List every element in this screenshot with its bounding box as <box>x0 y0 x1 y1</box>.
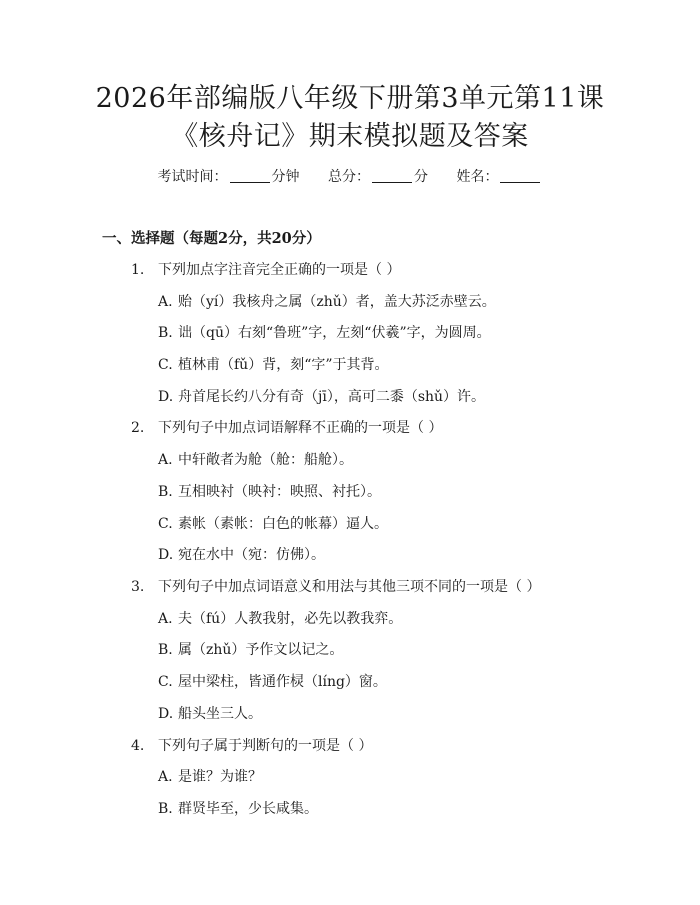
section-heading-choice: 一、选择题（每题2分，共20分） <box>102 230 321 247</box>
option-text: 屋中梁柱，皆通作棂（líng）窗。 <box>178 674 387 690</box>
exam-time-field <box>158 166 300 188</box>
option-3-a <box>158 608 402 630</box>
question-number: 1. <box>131 262 145 278</box>
option-text: 中轩敞者为舱（舱：船舱）。 <box>178 452 353 468</box>
option-1-c <box>158 354 389 376</box>
option-letter: D. <box>158 389 174 405</box>
option-text: 诎（qū）右刻“鲁班”字，左刻“伏羲”字，为圆周。 <box>178 325 491 341</box>
option-4-b <box>158 798 318 820</box>
title-line-1: 2026年部编版八年级下册第3单元第11课 <box>95 83 605 114</box>
student-name-label: 姓名： <box>456 169 499 185</box>
option-1-d <box>158 386 485 408</box>
exam-time-unit: 分钟 <box>271 169 300 185</box>
option-letter: A. <box>158 769 173 785</box>
option-text: 夫（fú）人教我射，必先以教我弈。 <box>178 611 403 627</box>
option-text: 贻（yí）我核舟之属（zhǔ）者，盖大苏泛赤壁云。 <box>178 294 496 310</box>
student-name-field <box>456 166 542 188</box>
option-letter: B. <box>158 801 173 817</box>
option-2-a <box>158 449 353 471</box>
option-letter: B. <box>158 325 173 341</box>
total-score-unit: 分 <box>414 169 428 185</box>
total-score-label: 总分： <box>328 169 370 185</box>
exam-time-blank <box>230 168 270 183</box>
option-letter: C. <box>158 674 173 690</box>
total-score-field <box>328 166 428 188</box>
question-2 <box>131 417 442 439</box>
option-text: 素帐（素帐：白色的帐幕）逼人。 <box>178 516 388 532</box>
option-letter: D. <box>158 547 174 563</box>
question-text: 下列句子中加点词语意义和用法与其他三项不同的一项是（ ） <box>158 579 541 595</box>
question-4 <box>131 735 372 757</box>
question-text: 下列句子属于判断句的一项是（ ） <box>158 738 373 754</box>
option-4-a <box>158 766 262 788</box>
option-text: 船头坐三人。 <box>178 706 262 722</box>
question-1 <box>131 259 400 281</box>
question-number: 3. <box>131 579 145 595</box>
question-3 <box>131 576 540 598</box>
exam-info-row <box>0 166 700 188</box>
option-2-c <box>158 513 388 535</box>
option-letter: A. <box>158 294 173 310</box>
question-text: 下列加点字注音完全正确的一项是（ ） <box>158 262 401 278</box>
option-letter: D. <box>158 706 174 722</box>
option-3-b <box>158 639 343 661</box>
option-text: 植林甫（fǔ）背，刻“字”于其背。 <box>178 357 389 373</box>
total-score-blank <box>372 168 412 183</box>
question-text: 下列句子中加点词语解释不正确的一项是（ ） <box>158 420 443 436</box>
option-letter: C. <box>158 357 173 373</box>
option-letter: B. <box>158 642 173 658</box>
option-letter: A. <box>158 452 173 468</box>
option-letter: A. <box>158 611 173 627</box>
option-1-a <box>158 291 496 313</box>
option-2-d <box>158 544 325 566</box>
option-text: 群贤毕至，少长咸集。 <box>178 801 318 817</box>
option-2-b <box>158 481 381 503</box>
exam-time-label: 考试时间： <box>157 169 228 185</box>
option-text: 舟首尾长约八分有奇（jī），高可二黍（shǔ）许。 <box>178 389 486 405</box>
student-name-blank <box>500 168 540 183</box>
option-text: 宛在水中（宛：仿佛）。 <box>178 547 325 563</box>
option-text: 是谁？为谁？ <box>178 769 262 785</box>
title-line-2: 《核舟记》期末模拟题及答案 <box>171 121 529 152</box>
option-text: 互相映衬（映衬：映照、衬托）。 <box>178 484 381 500</box>
option-text: 属（zhǔ）予作文以记之。 <box>178 642 344 658</box>
option-1-b <box>158 322 491 344</box>
option-letter: B. <box>158 484 173 500</box>
question-number: 4. <box>131 738 145 754</box>
question-number: 2. <box>131 420 145 436</box>
option-letter: C. <box>158 516 173 532</box>
option-3-c <box>158 671 387 693</box>
option-3-d <box>158 703 262 725</box>
